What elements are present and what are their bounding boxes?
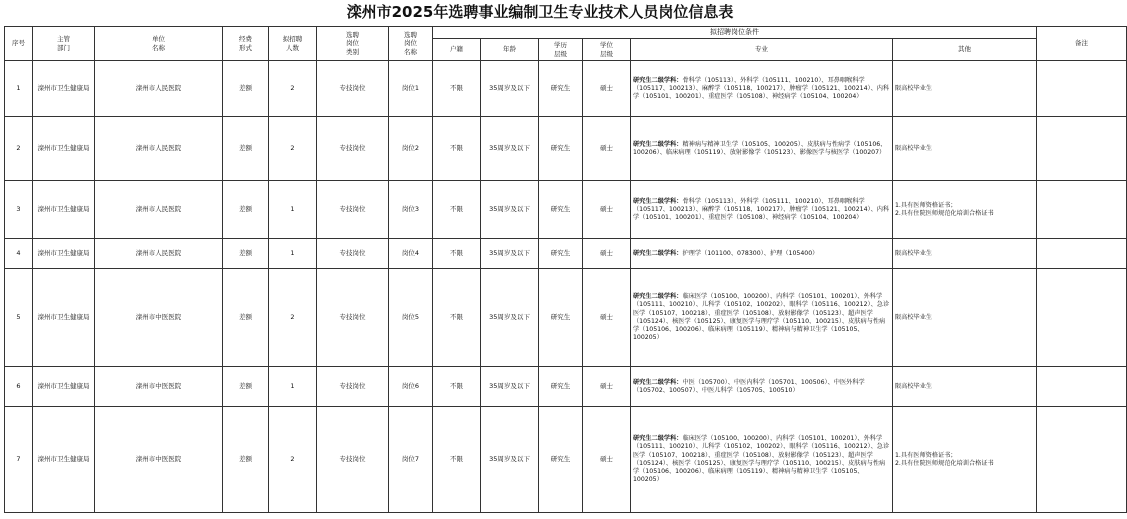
cell-other: 1.具有医师资格证书； 2.具有住院医师规范化培训合格证书 bbox=[893, 181, 1037, 239]
cell-unit: 滦州市人民医院 bbox=[95, 61, 223, 117]
cell-education: 研究生 bbox=[539, 61, 583, 117]
cell-major bbox=[631, 61, 893, 117]
table-row bbox=[5, 239, 1127, 269]
major-level: 研究生二级学科： bbox=[633, 197, 683, 205]
cell-unit: 滦州市中医医院 bbox=[95, 367, 223, 407]
cell-category: 专技岗位 bbox=[317, 181, 389, 239]
header-education: 学历 层级 bbox=[539, 39, 583, 61]
cell-count: 2 bbox=[269, 117, 317, 181]
table-row bbox=[5, 181, 1127, 239]
major-level: 研究生二级学科： bbox=[633, 249, 683, 257]
major-text: 精神病与精神卫生学（105105、100205）、皮肤病与性病学（105106、100206）、临床病理（105119）、放射影像学（105123）、影像医学与核医学（100207） bbox=[633, 140, 887, 156]
cell-education: 研究生 bbox=[539, 117, 583, 181]
cell-degree: 硕士 bbox=[583, 117, 631, 181]
cell-hukou: 不限 bbox=[433, 61, 481, 117]
header-degree: 学位 层级 bbox=[583, 39, 631, 61]
major-text: 临床医学（105100、100200）、内科学（105101、100201）、外科学（105111、100210）、儿科学（105102、100202）、眼科学（105116、100212）、急诊医学（105107、100218）、重症医学（105108）、放射影像学（105123）、超声医学（105124）、核医学（105125）、康复医学与理疗学（105110、100215）、皮肤病与性病学（105106、100206）、临床病理（105119）、精神病与精神卫生学（105105、100205） bbox=[633, 293, 890, 341]
cell-position: 岗位6 bbox=[389, 367, 433, 407]
cell-unit: 滦州市中医医院 bbox=[95, 407, 223, 513]
major-text: 骨科学（105113）、外科学（105111、100210）、耳鼻咽喉科学（105117、100213）、麻醉学（105118、100217）、肿瘤学（105121、100214）、内科学（105101、100201）、重症医学（105108）、神经病学（105104、100204） bbox=[633, 76, 890, 100]
cell-degree: 硕士 bbox=[583, 239, 631, 269]
major-text: 临床医学（105100、100200）、内科学（105101、100201）、外科学（105111、100210）、儿科学（105102、100202）、眼科学（105116、100212）、急诊医学（105107、100218）、重症医学（105108）、放射影像学（105123）、超声医学（105124）、核医学（105125）、康复医学与理疗学（105110、100215）、皮肤病与性病学（105106、100206）、临床病理（105119）、精神病与精神卫生学（105105、100205） bbox=[633, 435, 890, 483]
major-text: 骨科学（105113）、外科学（105111、100210）、耳鼻咽喉科学（105117、100213）、麻醉学（105118、100217）、肿瘤学（105121、100214）、内科学（105101、100201）、重症医学（105108）、神经病学（105104、100204） bbox=[633, 197, 890, 221]
cell-position: 岗位3 bbox=[389, 181, 433, 239]
cell-age: 35周岁及以下 bbox=[481, 239, 539, 269]
cell-education: 研究生 bbox=[539, 367, 583, 407]
cell-age: 35周岁及以下 bbox=[481, 61, 539, 117]
cell-dept: 滦州市卫生健康局 bbox=[33, 117, 95, 181]
cell-count: 1 bbox=[269, 367, 317, 407]
major-level: 研究生二级学科： bbox=[633, 435, 683, 443]
header-other: 其他 bbox=[893, 39, 1037, 61]
cell-education: 研究生 bbox=[539, 407, 583, 513]
cell-seq: 4 bbox=[5, 239, 33, 269]
cell-funding: 差额 bbox=[223, 181, 269, 239]
header-unit: 单位 名称 bbox=[95, 27, 223, 61]
cell-funding: 差额 bbox=[223, 61, 269, 117]
cell-hukou: 不限 bbox=[433, 239, 481, 269]
header-position: 选聘 岗位 名称 bbox=[389, 27, 433, 61]
cell-education: 研究生 bbox=[539, 269, 583, 367]
cell-other: 限高校毕业生 bbox=[893, 239, 1037, 269]
header-dept: 主管 部门 bbox=[33, 27, 95, 61]
cell-remark bbox=[1037, 269, 1127, 367]
cell-category: 专技岗位 bbox=[317, 367, 389, 407]
cell-major bbox=[631, 239, 893, 269]
major-text: 护理学（101100、078300）、护理（105400） bbox=[682, 249, 819, 257]
cell-age: 35周岁及以下 bbox=[481, 407, 539, 513]
cell-position: 岗位1 bbox=[389, 61, 433, 117]
cell-other: 限高校毕业生 bbox=[893, 367, 1037, 407]
header-hukou: 户籍 bbox=[433, 39, 481, 61]
cell-age: 35周岁及以下 bbox=[481, 117, 539, 181]
cell-category: 专技岗位 bbox=[317, 117, 389, 181]
cell-education: 研究生 bbox=[539, 239, 583, 269]
cell-remark bbox=[1037, 117, 1127, 181]
cell-major bbox=[631, 269, 893, 367]
major-level: 研究生二级学科： bbox=[633, 378, 683, 386]
cell-count: 2 bbox=[269, 61, 317, 117]
cell-funding: 差额 bbox=[223, 407, 269, 513]
cell-position: 岗位2 bbox=[389, 117, 433, 181]
major-text: 中医（105700）、中医内科学（105701、100506）、中医外科学（105702、100507）、中医儿科学（105705、100510） bbox=[633, 378, 865, 394]
cell-degree: 硕士 bbox=[583, 181, 631, 239]
table-row bbox=[5, 269, 1127, 367]
header-conditions-group: 拟招聘岗位条件 bbox=[433, 27, 1037, 39]
cell-seq: 7 bbox=[5, 407, 33, 513]
cell-count: 2 bbox=[269, 269, 317, 367]
header-funding: 经费 形式 bbox=[223, 27, 269, 61]
major-level: 研究生二级学科： bbox=[633, 140, 683, 148]
major-level: 研究生二级学科： bbox=[633, 293, 683, 301]
cell-seq: 6 bbox=[5, 367, 33, 407]
cell-seq: 1 bbox=[5, 61, 33, 117]
cell-funding: 差额 bbox=[223, 269, 269, 367]
cell-funding: 差额 bbox=[223, 117, 269, 181]
cell-unit: 滦州市人民医院 bbox=[95, 181, 223, 239]
cell-seq: 2 bbox=[5, 117, 33, 181]
cell-hukou: 不限 bbox=[433, 367, 481, 407]
header-seq: 序号 bbox=[5, 27, 33, 61]
cell-major bbox=[631, 181, 893, 239]
header-major: 专业 bbox=[631, 39, 893, 61]
cell-dept: 滦州市卫生健康局 bbox=[33, 181, 95, 239]
cell-seq: 3 bbox=[5, 181, 33, 239]
major-level: 研究生二级学科： bbox=[633, 76, 683, 84]
cell-other: 限高校毕业生 bbox=[893, 61, 1037, 117]
cell-seq: 5 bbox=[5, 269, 33, 367]
cell-position: 岗位5 bbox=[389, 269, 433, 367]
cell-remark bbox=[1037, 181, 1127, 239]
cell-remark bbox=[1037, 61, 1127, 117]
cell-count: 2 bbox=[269, 407, 317, 513]
cell-degree: 硕士 bbox=[583, 269, 631, 367]
cell-count: 1 bbox=[269, 239, 317, 269]
cell-dept: 滦州市卫生健康局 bbox=[33, 269, 95, 367]
page-title: 滦州市2025年选聘事业编制卫生专业技术人员岗位信息表 bbox=[346, 3, 734, 21]
table-row bbox=[5, 117, 1127, 181]
cell-unit: 滦州市中医医院 bbox=[95, 269, 223, 367]
cell-remark bbox=[1037, 239, 1127, 269]
cell-education: 研究生 bbox=[539, 181, 583, 239]
table-row bbox=[5, 61, 1127, 117]
cell-dept: 滦州市卫生健康局 bbox=[33, 407, 95, 513]
cell-category: 专技岗位 bbox=[317, 239, 389, 269]
header-count: 拟招聘 人数 bbox=[269, 27, 317, 61]
cell-funding: 差额 bbox=[223, 367, 269, 407]
table-row bbox=[5, 407, 1127, 513]
cell-degree: 硕士 bbox=[583, 367, 631, 407]
header-age: 年龄 bbox=[481, 39, 539, 61]
header-category: 选聘 岗位 类别 bbox=[317, 27, 389, 61]
cell-hukou: 不限 bbox=[433, 117, 481, 181]
cell-dept: 滦州市卫生健康局 bbox=[33, 367, 95, 407]
cell-major bbox=[631, 407, 893, 513]
cell-age: 35周岁及以下 bbox=[481, 367, 539, 407]
cell-hukou: 不限 bbox=[433, 181, 481, 239]
cell-unit: 滦州市人民医院 bbox=[95, 117, 223, 181]
cell-category: 专技岗位 bbox=[317, 61, 389, 117]
table-row bbox=[5, 367, 1127, 407]
cell-count: 1 bbox=[269, 181, 317, 239]
cell-funding: 差额 bbox=[223, 239, 269, 269]
cell-age: 35周岁及以下 bbox=[481, 269, 539, 367]
cell-remark bbox=[1037, 407, 1127, 513]
cell-remark bbox=[1037, 367, 1127, 407]
cell-degree: 硕士 bbox=[583, 407, 631, 513]
cell-degree: 硕士 bbox=[583, 61, 631, 117]
cell-dept: 滦州市卫生健康局 bbox=[33, 61, 95, 117]
header-remark: 备注 bbox=[1037, 27, 1127, 61]
cell-position: 岗位7 bbox=[389, 407, 433, 513]
cell-category: 专技岗位 bbox=[317, 269, 389, 367]
cell-hukou: 不限 bbox=[433, 407, 481, 513]
cell-major bbox=[631, 367, 893, 407]
cell-other: 限高校毕业生 bbox=[893, 117, 1037, 181]
cell-unit: 滦州市人民医院 bbox=[95, 239, 223, 269]
cell-dept: 滦州市卫生健康局 bbox=[33, 239, 95, 269]
cell-category: 专技岗位 bbox=[317, 407, 389, 513]
cell-other: 限高校毕业生 bbox=[893, 269, 1037, 367]
position-table bbox=[4, 26, 1127, 513]
cell-position: 岗位4 bbox=[389, 239, 433, 269]
cell-major bbox=[631, 117, 893, 181]
cell-other: 1.具有医师资格证书； 2.具有住院医师规范化培训合格证书 bbox=[893, 407, 1037, 513]
cell-hukou: 不限 bbox=[433, 269, 481, 367]
cell-age: 35周岁及以下 bbox=[481, 181, 539, 239]
